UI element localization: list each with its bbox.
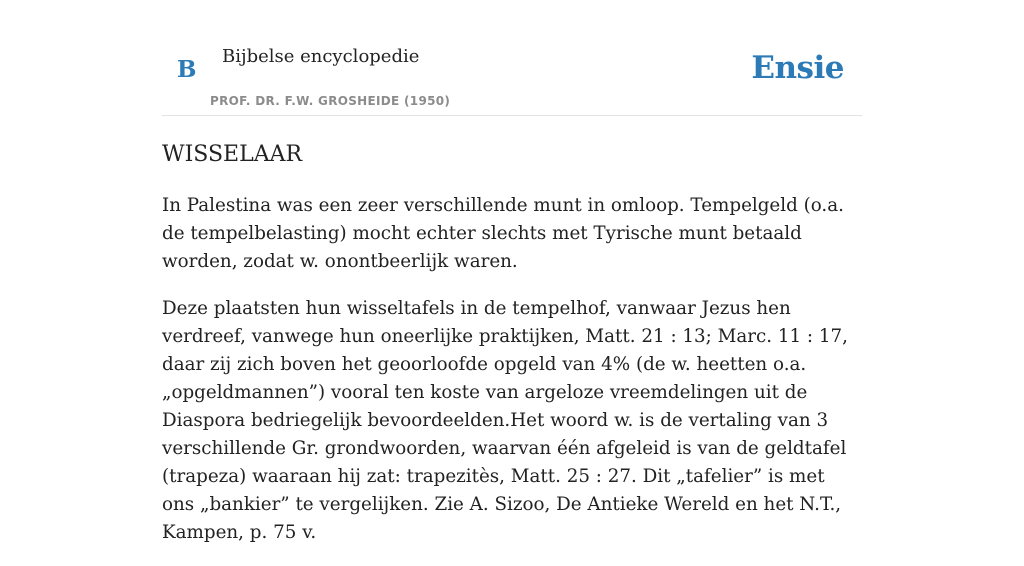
entry-body — [162, 192, 862, 566]
brand-logo[interactable]: Ensie — [751, 50, 844, 86]
entry-paragraph: In Palestina was een zeer verschillende munt in omloop. Tempelgeld (o.a. de tempelbelasting) mocht echter slechts met Tyrische munt betaald worden, zodat w. onontbeerlijk waren. — [162, 195, 844, 272]
book-header — [162, 30, 862, 116]
book-author: PROF. DR. F.W. GROSHEIDE (1950) — [210, 94, 451, 108]
book-title[interactable]: Bijbelse encyclopedie — [222, 46, 420, 67]
entry-title: WISSELAAR — [162, 142, 303, 167]
book-logo-letter[interactable]: B — [177, 56, 197, 83]
entry-paragraph: Deze plaatsten hun wisseltafels in de tempelhof, vanwaar Jezus hen verdreef, vanwege hun oneerlijke praktijken, Matt. 21 : 13; Marc. 11 : 17, daar zij zich boven het geoorloofde opgeld van 4% (de w. heetten o.a. „opgeldmannen”) vooral ten koste van argeloze vreemdelingen uit de Diaspora bedriegelijk bevoordeelden.Het woord w. is de vertaling van 3 verschillende Gr. grondwoorden, waarvan één afgeleid is van de geldtafel (trapeza) waaraan hij zat: trapezitès, Matt. 25 : 27. Dit „tafelier” is met ons „bankier” te vergelijken. Zie A. Sizoo, De Antieke Wereld en het N.T., Kampen, p. 75 v. — [162, 298, 848, 543]
